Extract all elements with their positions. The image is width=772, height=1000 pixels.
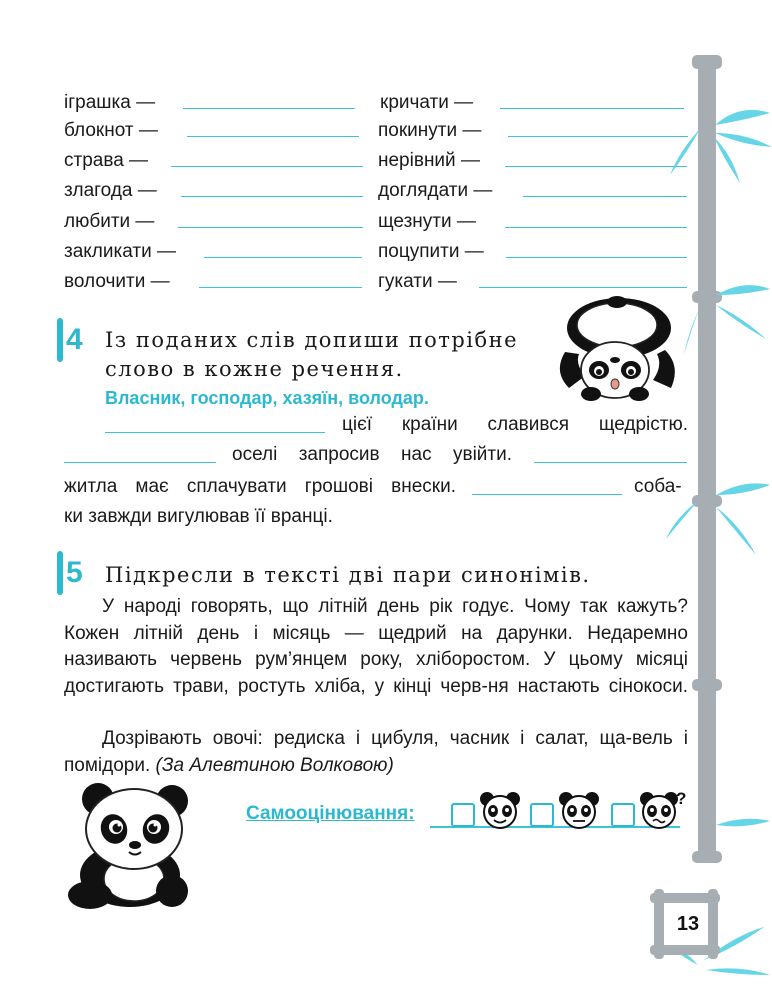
panda-upside-down-illustration — [555, 292, 680, 404]
word-left-3: страва — — [64, 150, 149, 171]
question-mark: ? — [676, 789, 686, 808]
task-4-blank-3[interactable] — [534, 462, 687, 463]
task-4-sentence-3-end: соба- — [634, 476, 682, 497]
answer-line-left-2[interactable] — [187, 136, 359, 137]
task-4-title-line-2: слово в кожне речення. — [105, 357, 404, 381]
task-5-title: Підкресли в тексті дві пари синонімів. — [105, 563, 591, 587]
self-assessment-checkbox-1[interactable] — [451, 803, 475, 827]
task-4-blank-2[interactable] — [64, 462, 216, 463]
word-left-5: любити — — [64, 211, 155, 232]
task-4-word-list: Власник, господар, хазяїн, володар. — [105, 388, 429, 408]
answer-line-right-7[interactable] — [479, 287, 687, 288]
task-4-sentence-2: оселі запросив нас увійти. — [232, 444, 512, 465]
answer-line-left-6[interactable] — [204, 257, 362, 258]
page-number: 13 — [676, 913, 700, 935]
task-5-paragraph-2 — [64, 726, 688, 779]
self-assessment-label: Самооцінювання: — [246, 803, 415, 824]
panda-sitting-illustration — [60, 783, 200, 911]
answer-line-right-4[interactable] — [523, 196, 687, 197]
word-right-7: гукати — — [378, 271, 457, 292]
self-assessment-checkbox-2[interactable] — [530, 803, 554, 827]
word-left-1: іграшка — — [64, 92, 156, 113]
task-5-bar — [57, 551, 63, 595]
answer-line-left-5[interactable] — [178, 227, 363, 228]
word-left-2: блокнот — — [64, 120, 158, 141]
task-4-bar — [57, 318, 63, 362]
answer-line-left-4[interactable] — [181, 196, 363, 197]
word-right-2: покинути — — [378, 120, 482, 141]
task-5-paragraph-1: У народі говорять, що літній день рік годує. Чому так кажуть? Кожен літній день і місяць — щедрий на дарунки. Недаремно називають червень рум’янцем року, хліборостом. У цьому місяці достигають трави, ростуть хліба, у кінці черв-ня настають сінокоси. — [64, 596, 688, 697]
task-5-source: (За Алевтиною Волковою) — [155, 754, 394, 776]
task-4-blank-4[interactable] — [472, 494, 622, 495]
answer-line-right-1[interactable] — [500, 108, 684, 109]
self-assessment-checkbox-3[interactable] — [611, 803, 635, 827]
word-left-4: злагода — — [64, 180, 157, 201]
word-right-1: кричати — — [380, 92, 474, 113]
task-5-number: 5 — [66, 556, 83, 589]
answer-line-left-1[interactable] — [183, 108, 355, 109]
panda-happy-icon — [478, 790, 522, 830]
answer-line-left-7[interactable] — [199, 287, 362, 288]
task-4-number: 4 — [66, 323, 83, 356]
word-left-6: закликати — — [64, 241, 176, 262]
task-4-title-line-1: Із поданих слів допиши потрібне — [105, 328, 519, 352]
word-right-6: поцупити — — [378, 241, 484, 262]
answer-line-right-6[interactable] — [506, 257, 687, 258]
task-4-sentence-3: житла має сплачувати грошові внески. — [64, 476, 456, 497]
answer-line-left-3[interactable] — [171, 166, 363, 167]
panda-confused-icon — [638, 788, 686, 830]
word-right-5: щезнути — — [378, 211, 476, 232]
task-4-blank-1[interactable] — [105, 432, 325, 433]
task-4-sentence-1: цієї країни славився щедрістю. — [342, 414, 688, 435]
task-4-sentence-4: ки завжди вигулював її вранці. — [64, 506, 333, 527]
answer-line-right-3[interactable] — [505, 166, 687, 167]
answer-line-right-5[interactable] — [505, 227, 687, 228]
word-right-4: доглядати — — [378, 180, 493, 201]
panda-neutral-icon — [557, 790, 601, 830]
task-5-paragraph-2-text: Дозрівають овочі: редиска і цибуля, часник і салат, ща-вель і помідори. — [64, 728, 688, 776]
word-right-3: нерівний — — [378, 150, 480, 171]
word-left-7: волочити — — [64, 271, 170, 292]
answer-line-right-2[interactable] — [508, 136, 688, 137]
